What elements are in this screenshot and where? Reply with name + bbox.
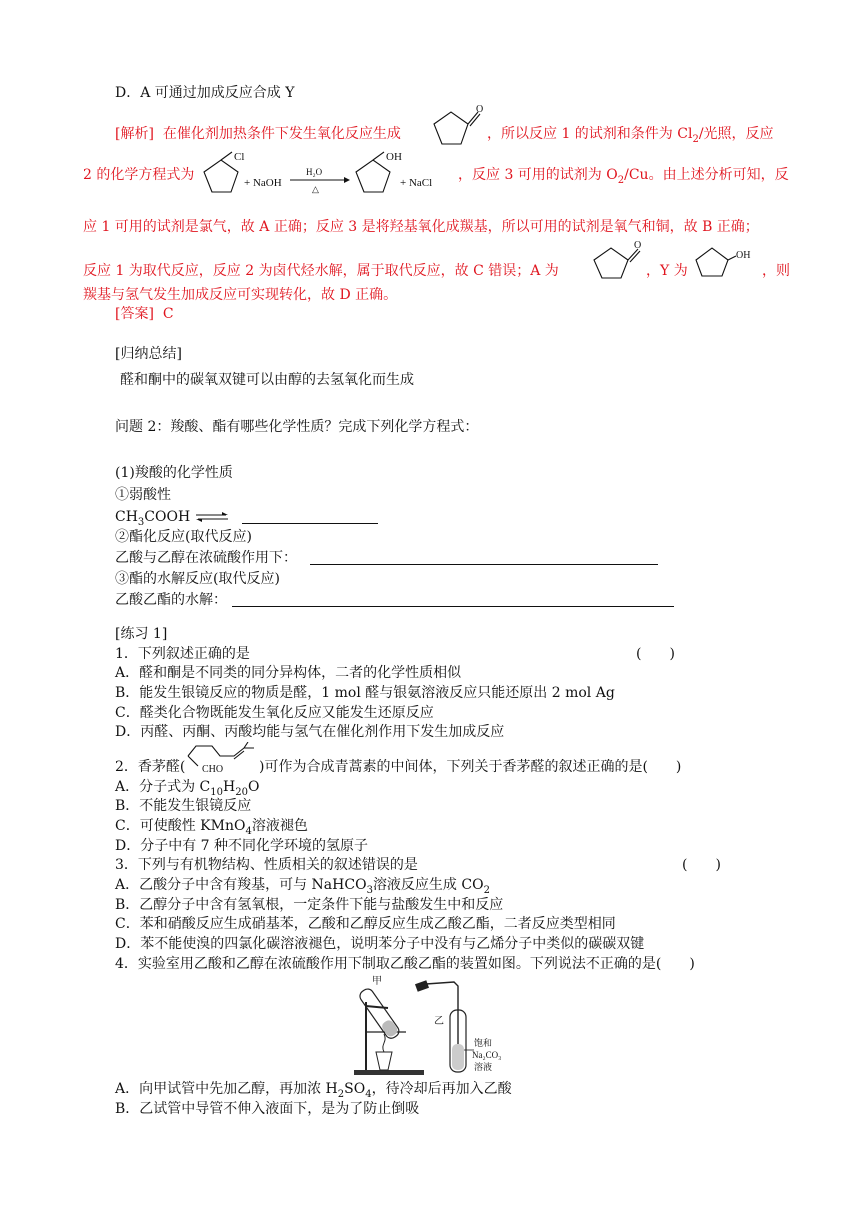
- analysis-tag: [解析]: [115, 126, 154, 142]
- summary-text: 醛和酮中的碳氧双键可以由醇的去氢氧化而生成: [120, 372, 414, 388]
- esterification-answer-blank[interactable]: [310, 550, 658, 565]
- q2-option-c: C．可使酸性 KMnO$_4$溶液褪色: [115, 818, 308, 837]
- naoh-label: + NaOH: [244, 177, 282, 189]
- chlorine-label: Cl: [234, 151, 245, 163]
- analysis-text-2a: 2 的化学方程式为: [83, 167, 195, 183]
- analysis-text-4c: ，则: [762, 263, 790, 279]
- question-2-title: 问题 2：羧酸、酯有哪些化学性质？完成下列化学方程式：: [115, 419, 479, 435]
- q2-option-d: D．分子中有 7 种不同化学环境的氢原子: [115, 838, 369, 854]
- cyclopentanone-structure-a: [588, 238, 644, 284]
- answer-value: C: [162, 306, 174, 322]
- q2-hydrolysis-prompt: 乙酸乙酯的水解：: [115, 592, 227, 608]
- analysis-text-2b: ，反应 3 可用的试剂为 $O_2/Cu$。由上述分析可知，反: [458, 167, 789, 186]
- esterification-apparatus-diagram: [350, 972, 530, 1078]
- answer-line: [115, 305, 174, 323]
- q1-stem: 1．下列叙述正确的是: [115, 646, 250, 662]
- nacl-label: + NaCl: [400, 177, 433, 189]
- tube-jia-label: 甲: [372, 976, 382, 987]
- q2-option-b: B．不能发生银镜反应: [115, 798, 252, 814]
- q3-option-d: D．苯不能使溴的四氯化碳溶液褪色，说明苯分子中没有与乙烯分子中类似的碳碳双键: [115, 936, 645, 952]
- condition-water: H₂O: [306, 167, 323, 177]
- q3-option-b: B．乙醇分子中含有氢氧根，一定条件下能与盐酸发生中和反应: [115, 897, 504, 913]
- q1-answer-paren[interactable]: ( ): [636, 646, 675, 662]
- reaction-equation-2: [198, 148, 456, 200]
- citronellal-structure: [184, 742, 260, 776]
- q2-acetic-acid-line: $CH_3COOH$: [115, 509, 191, 528]
- q2-option-a: A．分子式为 $C_{10}H_{20}O$: [115, 779, 260, 798]
- analysis-text-1b: ，所以反应 1 的试剂和条件为 $Cl_2/$光照，反应: [487, 126, 774, 145]
- option-d-text: D．A 可通过加成反应合成 Y: [115, 85, 295, 101]
- q2-esterification-prompt: 乙酸与乙醇在浓硫酸作用下：: [115, 550, 297, 566]
- q1-option-a: A．醛和酮是不同类的同分异构体，二者的化学性质相似: [115, 665, 462, 681]
- svg-text:O: O: [634, 240, 642, 251]
- q3-answer-paren[interactable]: ( ): [682, 857, 721, 873]
- hydroxyl-label: OH: [386, 151, 402, 163]
- q2-stem-b: )可作为合成青蒿素的中间体，下列关于香茅醛的叙述正确的是( ): [259, 759, 682, 775]
- q3-stem: 3．下列与有机物结构、性质相关的叙述错误的是: [115, 857, 418, 873]
- solution-label-3: 溶液: [474, 1062, 493, 1072]
- q2-section-1: (1)羧酸的化学性质: [115, 465, 233, 481]
- cyclopentanone-structure-1: [428, 100, 484, 150]
- q1-option-b: B．能发生银镜反应的物质是醛，1 mol 醛与银氨溶液反应只能还原出 2 mol Ag: [115, 685, 615, 701]
- svg-text:OH: OH: [736, 250, 751, 261]
- answer-tag: [答案]: [115, 306, 154, 322]
- equilibrium-arrow-icon: [194, 510, 230, 524]
- tube-yi-label: 乙: [434, 1016, 444, 1027]
- analysis-text-4a: 反应 1 为取代反应，反应 2 为卤代烃水解，属于取代反应，故 C 错误；A 为: [83, 263, 559, 279]
- analysis-text-1a: 在催化剂加热条件下发生氧化反应生成: [162, 126, 401, 142]
- q1-option-d: D．丙醛、丙酮、丙酸均能与氢气在催化剂作用下发生加成反应: [115, 724, 505, 740]
- q2-section-esterification: ②酯化反应(取代反应): [115, 529, 252, 545]
- analysis-text-4b: ，Y 为: [646, 263, 688, 279]
- q1-option-c: C．醛类化合物既能发生氧化反应又能发生还原反应: [115, 705, 434, 721]
- q2-section-hydrolysis: ③酯的水解反应(取代反应): [115, 571, 280, 587]
- cho-label: CHO: [202, 764, 224, 775]
- q4-option-a: A．向甲试管中先加乙醇，再加浓 $H_2SO_4$，待冷却后再加入乙酸: [115, 1081, 512, 1100]
- weak-acid-answer-blank[interactable]: [242, 509, 378, 524]
- analysis-text-5: 羰基与氢气发生加成反应可实现转化，故 D 正确。: [83, 287, 398, 303]
- analysis-line-1: [115, 125, 401, 143]
- q4-stem: 4．实验室用乙酸和乙醇在浓硫酸作用下制取乙酸乙酯的装置如图。下列说法不正确的是( ): [115, 956, 695, 972]
- hydrolysis-answer-blank[interactable]: [232, 592, 674, 607]
- summary-title: [归纳总结]: [115, 346, 182, 362]
- q4-option-b: B．乙试管中导管不伸入液面下，是为了防止倒吸: [115, 1101, 420, 1117]
- analysis-text-3: 应 1 可用的试剂是氯气，故 A 正确；反应 3 是将羟基氧化成羰基，所以可用的试剂是氧气和铜，故 B 正确；: [83, 219, 759, 235]
- solution-label-1: 饱和: [474, 1038, 493, 1048]
- condition-heat: △: [312, 184, 319, 194]
- cyclopentanol-structure-y: [692, 240, 754, 284]
- q2-stem-a: 2．香茅醛(: [115, 759, 186, 775]
- q3-option-c: C．苯和硝酸反应生成硝基苯，乙酸和乙醇反应生成乙酸乙酯，二者反应类型相同: [115, 916, 616, 932]
- q2-section-weak-acid: ①弱酸性: [115, 487, 171, 503]
- oxygen-label: O: [476, 104, 484, 115]
- q3-option-a: A．乙酸分子中含有羧基，可与 NaHCO$_3$溶液反应生成 $CO_2$: [115, 877, 490, 896]
- practice-title: [练习 1]: [115, 626, 168, 642]
- solution-label-2: Na₂CO₃: [472, 1050, 502, 1060]
